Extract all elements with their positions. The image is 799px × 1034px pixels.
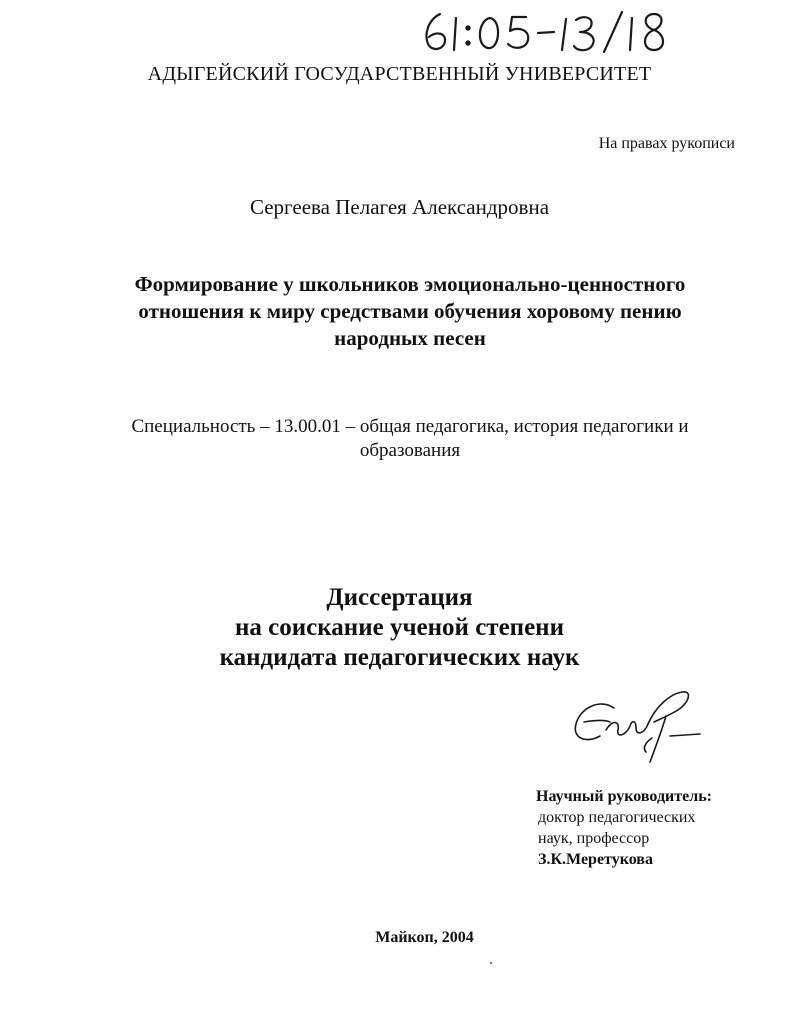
handwritten-archive-number — [418, 4, 688, 56]
dissertation-heading — [0, 583, 799, 673]
dissertation-line: кандидата педагогических наук — [219, 644, 580, 671]
signature-icon — [566, 686, 726, 766]
specialty — [80, 415, 740, 463]
scan-speck — [490, 962, 492, 964]
author-name: Сергеева Пелагея Александровна — [249, 195, 550, 219]
dissertation-line: Диссертация — [326, 584, 473, 611]
dissertation-line: на соискание ученой степени — [235, 614, 564, 641]
place-year: Майкоп, 2004 — [375, 929, 474, 946]
dissertation-title — [80, 271, 740, 352]
scientific-advisor — [536, 786, 712, 870]
advisor-degree-line: наук, профессор — [538, 830, 650, 847]
advisor-label: Научный руководитель: — [536, 788, 712, 805]
advisor-name: З.К.Меретукова — [538, 851, 653, 868]
specialty-line: Специальность – 13.00.01 – общая педагогика, история педагогики и — [131, 416, 689, 437]
title-line: народных песен — [334, 326, 486, 350]
specialty-line: образования — [359, 440, 461, 461]
title-line: Формирование у школьников эмоционально-ценностного — [134, 272, 686, 296]
university-name: АДЫГЕЙСКИЙ ГОСУДАРСТВЕННЫЙ УНИВЕРСИТЕТ — [147, 63, 652, 85]
title-line: отношения к миру средствами обучения хоровому пению — [138, 299, 682, 323]
rights-note: На правах рукописи — [598, 135, 735, 152]
advisor-degree-line: доктор педагогических — [538, 809, 696, 826]
